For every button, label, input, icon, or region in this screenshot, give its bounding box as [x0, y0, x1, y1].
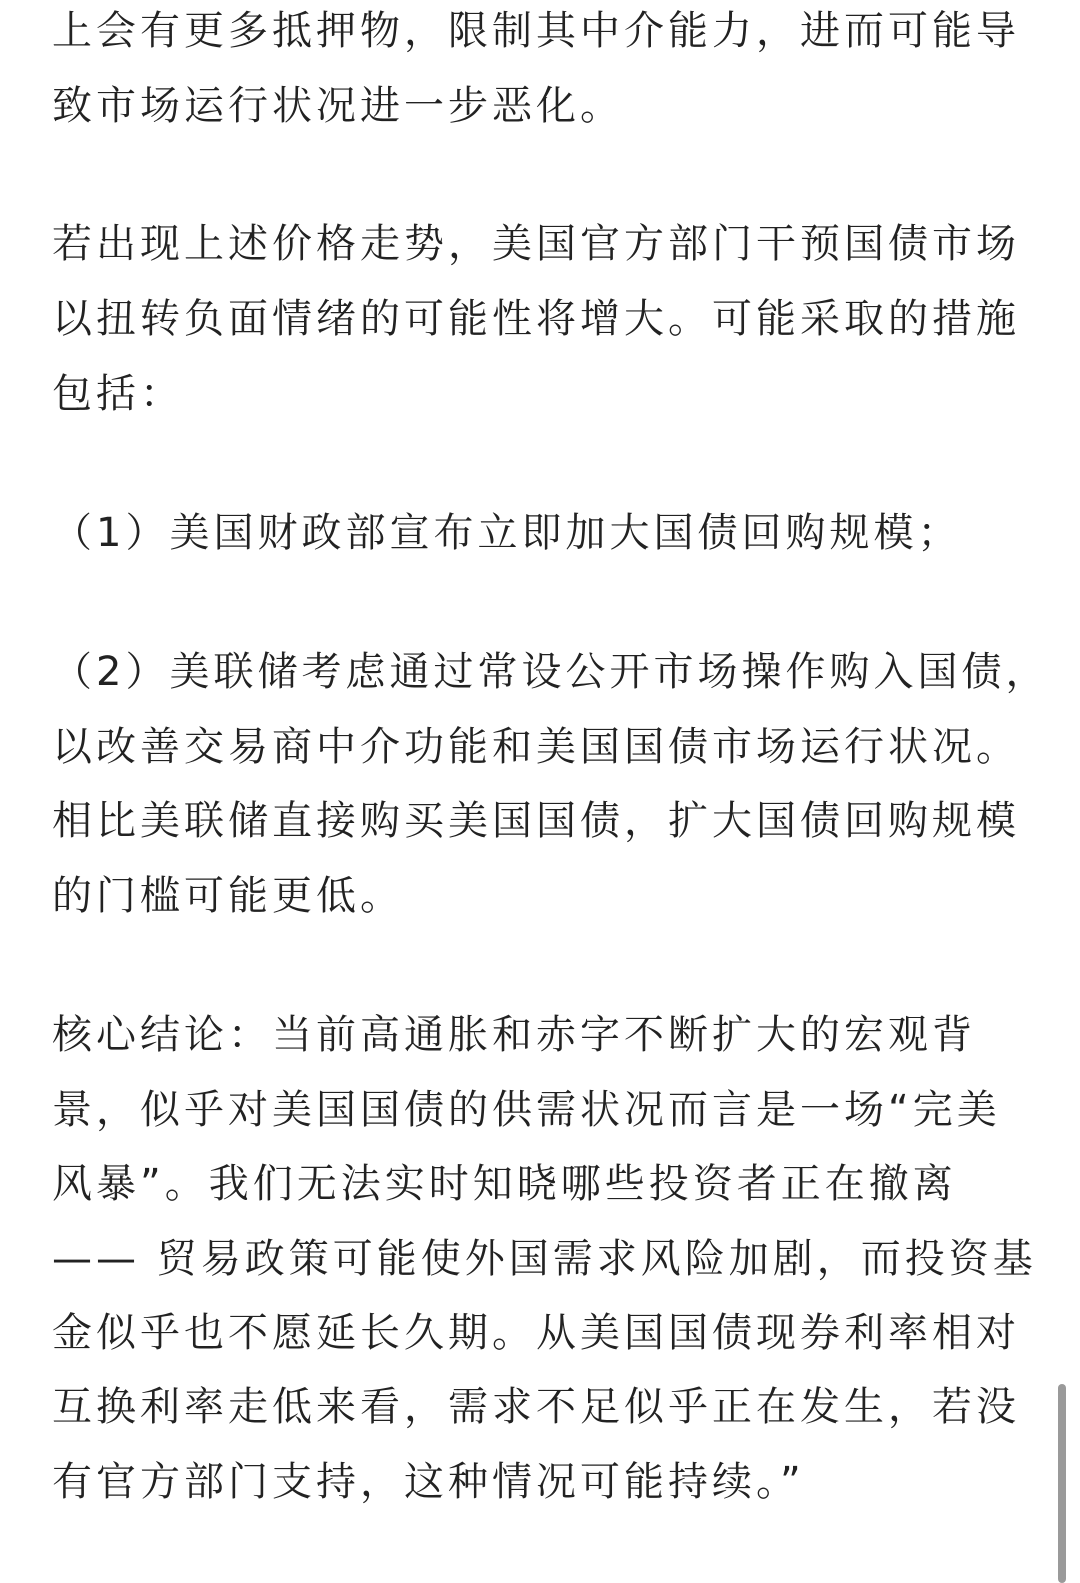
- text-line: 上会有更多抵押物，限制其中介能力，进而可能导: [52, 8, 1020, 54]
- text-line: 风暴”。我们无法实时知晓哪些投资者正在撤离: [52, 1161, 957, 1207]
- text-line: 若出现上述价格走势，美国官方部门干预国债市场: [52, 221, 1020, 267]
- text-line: 有官方部门支持，这种情况可能持续。”: [52, 1459, 805, 1505]
- text-line: 相比美联储直接购买美国国债，扩大国债回购规模: [52, 798, 1020, 844]
- text-line: 包括：: [52, 371, 184, 417]
- text-line: （1）美国财政部宣布立即加大国债回购规模；: [52, 510, 962, 556]
- text-line: 以扭转负面情绪的可能性将增大。可能采取的措施: [52, 296, 1020, 342]
- text-line: 核心结论：当前高通胀和赤字不断扩大的宏观背: [52, 1012, 976, 1058]
- vertical-scrollbar[interactable]: [1058, 1384, 1066, 1583]
- text-line: 金似乎也不愿延长久期。从美国国债现券利率相对: [52, 1310, 1020, 1356]
- text-line: 致市场运行状况进一步恶化。: [52, 83, 624, 129]
- text-line: 互换利率走低来看，需求不足似乎正在发生，若没: [52, 1384, 1020, 1430]
- text-line: —— 贸易政策可能使外国需求风险加剧，而投资基: [52, 1236, 1037, 1282]
- text-line: 景，似乎对美国国债的供需状况而言是一场“完美: [52, 1087, 1001, 1133]
- text-line: 以改善交易商中介功能和美国国债市场运行状况。: [52, 724, 1020, 770]
- text-line: 的门槛可能更低。: [52, 873, 404, 919]
- text-line: （2）美联储考虑通过常设公开市场操作购入国债，: [52, 649, 1050, 695]
